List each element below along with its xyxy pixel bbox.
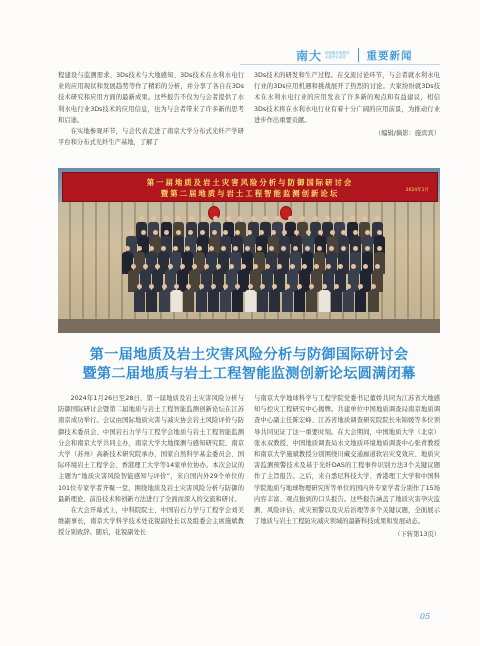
photo-person (171, 284, 182, 312)
photo-people (120, 216, 390, 326)
paragraph: 在大会开幕式上，中科院院士、中国岩石力学与工程学会刘美维副事长，南京大学科学技术处花锐副处长以及组委会主席施斌教授分别致辞。随后，花锐副处长 (58, 507, 244, 537)
photo-person (331, 284, 342, 312)
photo-person (319, 284, 330, 312)
top-right-column (254, 70, 440, 139)
photo-person (306, 284, 317, 312)
paragraph: 与南京大学地球科学与工程学院党委书记董娇共同为江苏省大地感知与控灾工程研究中心揭牌。共建单位中国地质调查局南京地质调查中心副主任陈宏峰、江苏省地质调查研究院院长朱锦媛等多位领导共同见证了这一重要时刻。在大会期间，中国地质大学（北京）张永双教授、中国地质调查局水文地质环境地质调查中心张青教授和南京大学施斌教授分别围绕川藏交通廊道软岩灾变效应、地质灾害监测预警技术及基于光纤DAS的工程事件识别方法3个关键议题作了主旨报告。之后，来自悉尼科技大学、香港理工大学和中国科学院地质与地球物理研究所等单位的国内外专家学者分别作了15场内容丰富、观点独到的口头报告。这些报告涵盖了地质灾害孕灾监测、风险评估、成灾预警以及灾后治理等多个关键议题，全面展示了地质与岩土工程防灾减灾领域的最新科技成果和发展动态。 (254, 395, 440, 526)
section-title: 重要新闻 (366, 49, 413, 62)
banner-text-line-2: 暨第二届地质与岩土工程智能监测创新论坛 (160, 189, 340, 198)
journal-logo: 南大 (296, 48, 323, 63)
photo-person (159, 284, 170, 312)
photo-person (257, 284, 268, 312)
article-right-column (254, 393, 440, 541)
banner-text-line-1: 第一届地质及岩土灾害风险分析与防御国际研讨会 (146, 178, 354, 187)
paragraph: 3Ds技术的研发和生产过程。在交流讨论环节，与会者就水利水电行业的3Ds应用机遇和挑战展开了热烈的讨论。大家纷纷就3Ds技术在水利水电行业的应用发表了许多新的观点和有益建议，相信3Ds技术将在水利水电行业有着十分广阔的应用前景，为推动行业进步作出重要贡献。 (254, 72, 440, 124)
article-title-line-2: 暨第二届地质与岩土工程智能监测创新论坛圆满闭幕 (82, 366, 416, 382)
paragraph: 程建设与监测需求、3Ds技术与大地感知、3Ds技术在水利水电行业的应用现状和发展趋势等作了精彩的分析，并分享了各自在3Ds技术研究和应用方面的最新成果。这些报告不仅为与会者提供了水利水电行业3Ds技术的应用信息，也为与会者带来了许多新的思考和启迪。 (58, 72, 244, 124)
photo-person (183, 284, 194, 312)
photo-person (134, 284, 145, 312)
page-header (296, 46, 413, 64)
photo-person (355, 284, 366, 312)
logo-subtitle-line-2: 示范中心动态 (325, 55, 347, 59)
photo-ground (58, 319, 440, 333)
top-left-column (58, 70, 244, 148)
banner-date: 2024年1月 (405, 188, 429, 193)
article-left-column (58, 393, 244, 539)
continued-note: （下转第13页） (394, 531, 440, 539)
editor-signature: （编辑/摘影：施宾宾） (374, 130, 440, 138)
photo-person (208, 284, 219, 312)
logo-subtitle-line-1: 国家级实验教学 (325, 51, 350, 55)
paragraph: 2024年1月26日至28日，第一届地质及岩土灾害风险分析与防御国际研讨会暨第二届地质与岩土工程智能监测创新论坛在江苏南京成功举行。会议由国际地质灾害与减灾协会岩土风险评价与防御技术委员会、中国岩石力学与工程学会地质与岩土工程智能监测分会和南京大学共同主办，南京大学大地探测与感知研究院、南京大学（苏州）高新技术研究院承办，国家自然科学基金委员会、国际环境岩土工程学会、香港理工大学等14家单位协办。本次会议的主题为“地质灾害风险智能感知与评价”，来自国内外29个单位的101位专家学者齐聚一堂，围绕地质及岩土灾害风险分析与防御的最新理论、前沿技术和创新方法进行了全面而深入的交流和研讨。 (58, 395, 244, 503)
photo-person (343, 284, 354, 312)
photo-person (368, 284, 379, 312)
photo-person (232, 284, 243, 312)
photo-person (294, 284, 305, 312)
group-photo (58, 168, 440, 333)
header-rule (240, 64, 440, 65)
photo-person (245, 284, 256, 312)
photo-person (282, 284, 293, 312)
paragraph: 在实地参观环节，与会代表走进了南京大学分布式光纤产学研平台和分布式光纤生产基地，了解了 (58, 128, 244, 147)
photo-person (196, 284, 207, 312)
photo-person (269, 284, 280, 312)
journal-logo-subtitle (325, 51, 350, 59)
page-number: 05 (420, 612, 431, 621)
photo-person (146, 284, 157, 312)
photo-banner (62, 172, 438, 202)
header-divider (358, 48, 359, 62)
article-title-line-1: 第一届地质及岩土灾害风险分析与防御国际研讨会 (89, 347, 409, 363)
photo-person (220, 284, 231, 312)
